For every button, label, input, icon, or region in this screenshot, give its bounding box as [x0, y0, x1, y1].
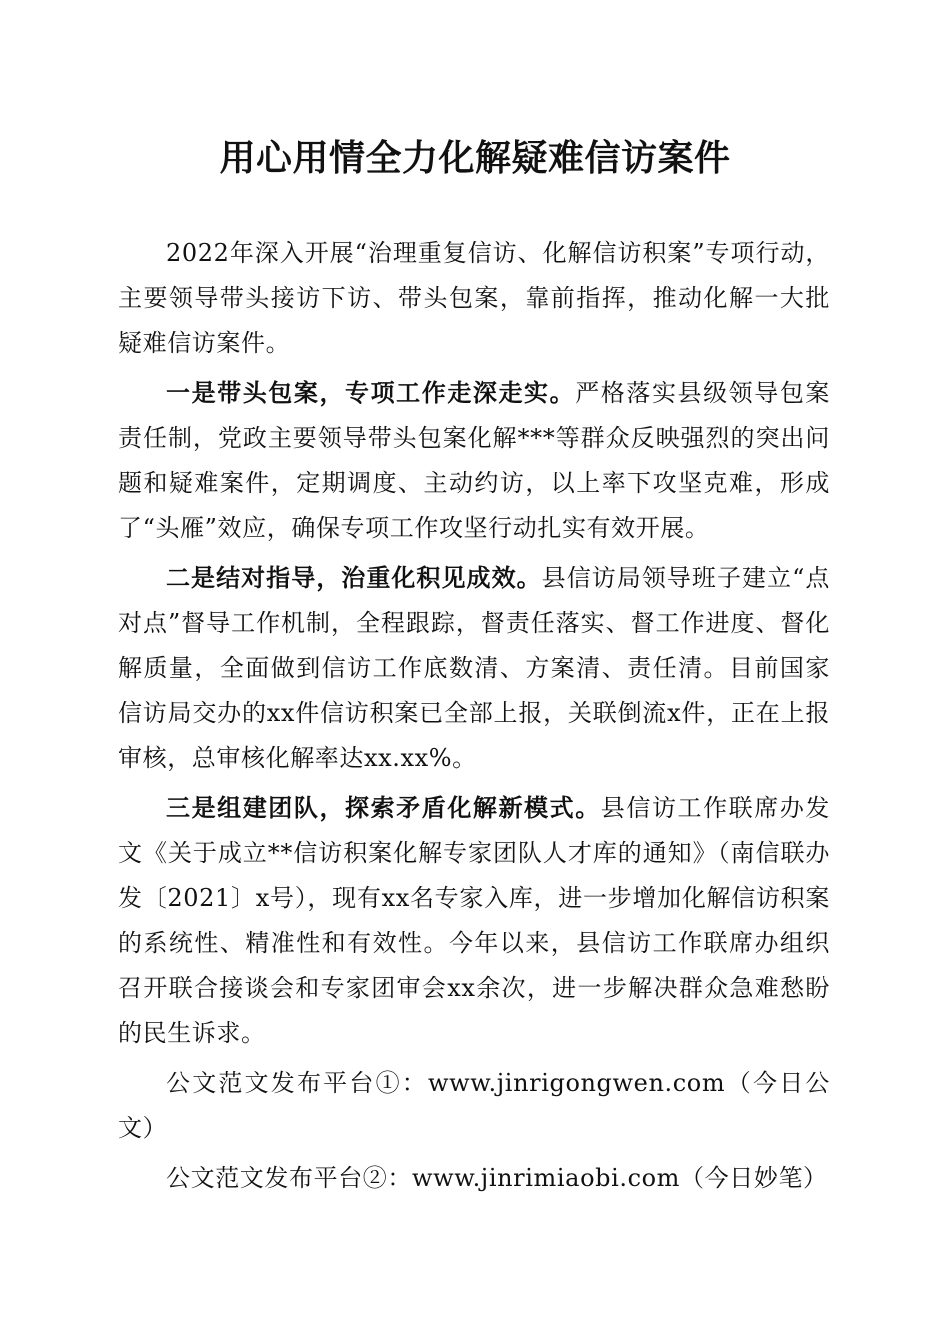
section-paragraph-2	[118, 556, 830, 781]
footer-line-1: 公文范文发布平台①：www.jinrigongwen.com（今日公文）	[118, 1069, 830, 1142]
section-text-1: 严格落实县级领导包案责任制，党政主要领导带头包案化解***等群众反映强烈的突出问题和疑难案件，定期调度、主动约访，以上率下攻坚克难，形成了“头雁”效应，确保专项工作攻坚行动扎实有效开展。	[118, 379, 830, 542]
intro-paragraph: 2022年深入开展“治理重复信访、化解信访积案”专项行动，主要领导带头接访下访、带头包案，靠前指挥，推动化解一大批疑难信访案件。	[118, 239, 830, 357]
section-text-3: 县信访工作联席办发文《关于成立**信访积案化解专家团队人才库的通知》（南信联办发〔2021〕x号），现有xx名专家入库，进一步增加化解信访积案的系统性、精准性和有效性。今年以来，县信访工作联席办组织召开联合接谈会和专家团审会xx余次，进一步解决群众急难愁盼的民生诉求。	[118, 794, 831, 1047]
section-lead-3: 三是组建团队，探索矛盾化解新模式。	[166, 794, 601, 822]
section-text-2: 县信访局领导班子建立“点对点”督导工作机制，全程跟踪，督责任落实、督工作进度、督化解质量，全面做到信访工作底数清、方案清、责任清。目前国家信访局交办的xx件信访积案已全部上报，关联倒流x件，正在上报审核，总审核化解率达xx.xx%。	[118, 564, 831, 772]
section-paragraph-1	[118, 371, 830, 551]
document-body	[118, 231, 830, 1206]
document-title: 用心用情全力化解疑难信访案件	[219, 138, 731, 179]
section-lead-2: 二是结对指导，治重化积见成效。	[166, 564, 542, 592]
section-lead-1: 一是带头包案，专项工作走深走实。	[166, 379, 576, 407]
footer-line-2: 公文范文发布平台②：www.jinrimiaobi.com（今日妙笔）	[166, 1164, 828, 1192]
section-paragraph-3	[118, 786, 830, 1056]
